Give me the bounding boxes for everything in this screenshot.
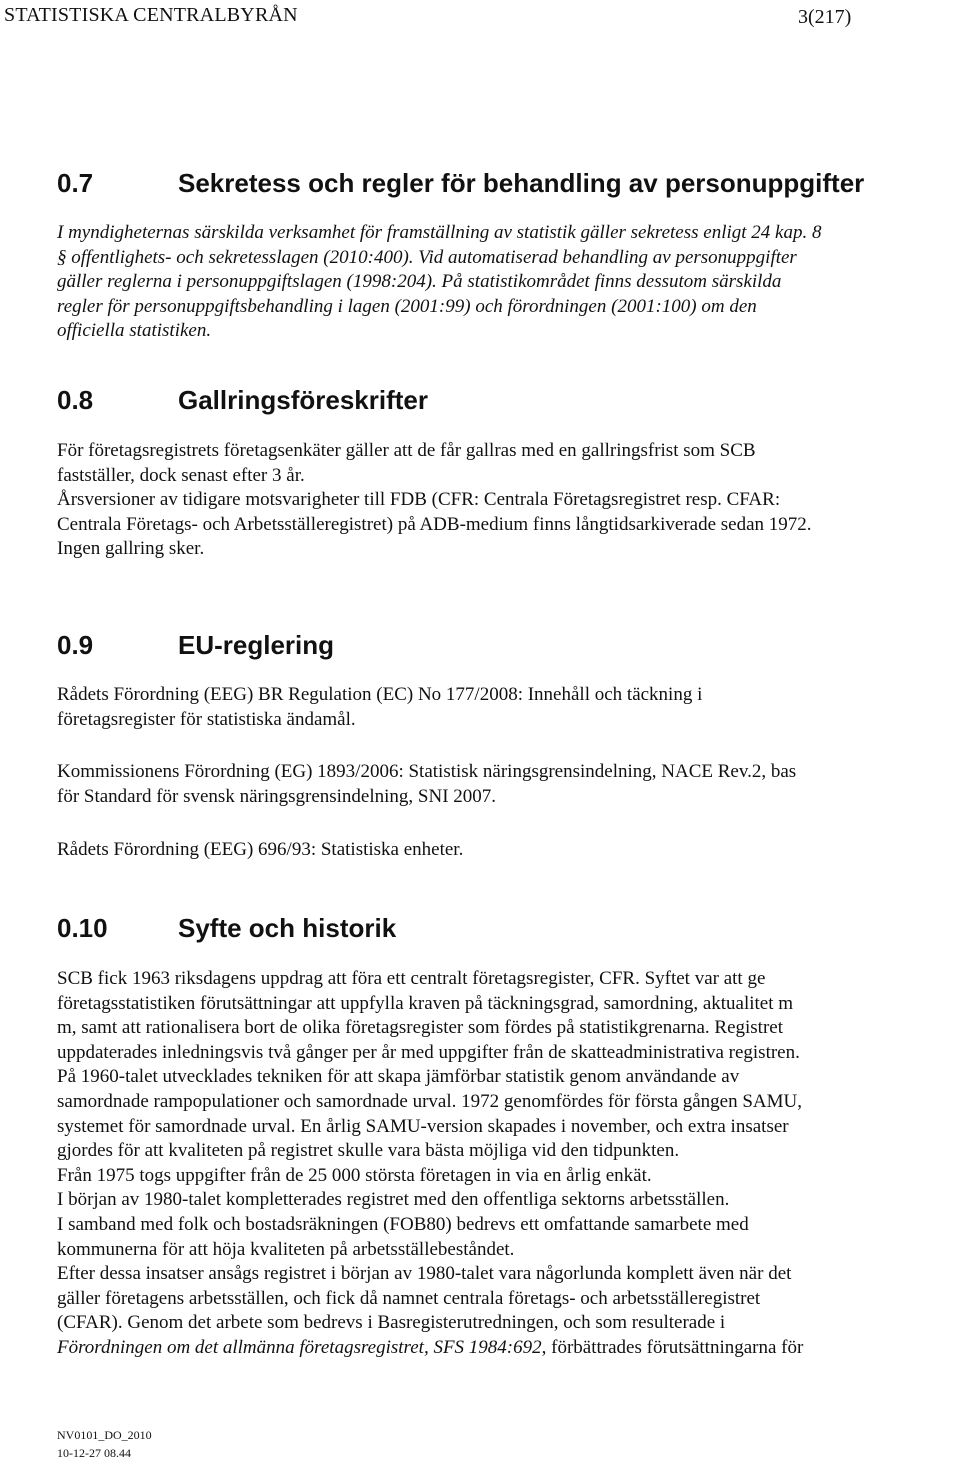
text-line: regler för personuppgiftsbehandling i lagen (2001:99) och förordningen (2001:100) om den [57,295,757,317]
text-line: SCB fick 1963 riksdagens uppdrag att föra ett centralt företagsregister, CFR. Syftet var att ge [57,968,766,989]
text-line: I myndigheternas särskilda verksamhet för framställning av statistik gäller sekretess enligt 24 kap. 8 [57,222,822,243]
text-line: företagsregister för statistiska ändamål. [57,708,356,730]
text-line: samordnade rampopulationer och samordnade urval. 1972 genomfördes för första gången SAMU, [57,1090,803,1112]
text-line: officiella statistiken. [57,320,212,342]
text-line: m, samt att rationalisera bort de olika företagsregister som fördes på statistikgrenarna. Registret [57,1017,783,1039]
text-line: uppdaterades inledningsvis två gånger per år med uppgifter från de skatteadministrativa registren. [57,1041,800,1063]
text-line: På 1960-talet utvecklades tekniken för att skapa jämförbar statistik genom användande av [57,1066,740,1088]
text-line: Rådets Förordning (EEG) BR Regulation (EC) No 177/2008: Innehåll och täckning i [57,684,703,705]
text-line: gjordes för att kvaliteten på registret skulle vara bästa möjliga vid den tidpunkten. [57,1140,680,1162]
text-line: Ingen gallring sker. [57,538,205,560]
section-title: EU-reglering [178,630,335,660]
section-title: Gallringsföreskrifter [178,385,428,415]
text-line: Årsversioner av tidigare motsvarigheter till FDB (CFR: Centrala Företagsregistret resp. CFAR: [57,489,781,511]
footer-timestamp: 10-12-27 08.44 [57,1446,131,1460]
text-line: Rådets Förordning (EEG) 696/93: Statistiska enheter. [57,839,464,860]
section-heading-0-9 [57,629,334,661]
section-body-0-8 [57,439,947,562]
text-line: systemet för samordnade urval. En årlig SAMU-version skapades i november, och extra insatser [57,1115,789,1137]
section-body-0-10 [57,967,947,1361]
statute-reference: Förordningen om det allmänna företagsregistret, SFS 1984:692 [57,1336,542,1358]
text-line: § offentlighets- och sekretesslagen (2010:400). Vid automatiserad behandling av personuppgifter [57,246,797,268]
section-number: 0.8 [57,385,94,415]
text-fragment: , förbättrades förutsättningarna för [541,1336,804,1358]
text-line: Från 1975 togs uppgifter från de 25 000 största företagen in via en årlig enkät. [57,1164,652,1186]
section-heading-0-8 [57,384,428,416]
section-body-0-9-p1 [57,683,947,732]
section-number: 0.7 [57,168,94,198]
text-line-last [57,1336,947,1361]
footer-doc-id: NV0101_DO_2010 [57,1428,152,1442]
text-line: gäller reglerna i personuppgiftslagen (1998:204). På statistikområdet finns dessutom särskilda [57,271,782,293]
section-number: 0.10 [57,913,108,943]
text-line: för Standard för svensk näringsgrensindelning, SNI 2007. [57,785,497,807]
section-body-0-9-p3 [57,838,947,863]
text-line: I början av 1980-talet kompletterades registret med den offentliga sektorns arbetsställen. [57,1189,730,1211]
text-line: (CFAR). Genom det arbete som bedrevs i Basregisterutredningen, och som resulterade i [57,1312,726,1334]
text-line: Centrala Företags- och Arbetsställeregistret) på ADB-medium finns långtidsarkiverade sedan 1972. [57,513,812,535]
header-page-number: 3(217) [798,6,852,28]
text-line: fastställer, dock senast efter 3 år. [57,464,305,486]
section-heading-0-7 [57,167,864,199]
section-body-0-9-p2 [57,760,947,809]
section-title: Syfte och historik [178,913,397,943]
header-org: STATISTISKA CENTRALBYRÅN [4,4,298,26]
section-body-0-7 [57,221,947,344]
section-number: 0.9 [57,630,94,660]
text-line: I samband med folk och bostadsräkningen (FOB80) bedrevs ett omfattande samarbete med [57,1213,749,1235]
section-title: Sekretess och regler för behandling av personuppgifter [178,168,865,198]
text-line: Efter dessa insatser ansågs registret i början av 1980-talet vara någorlunda komplett även när det [57,1263,792,1285]
text-line: företagsstatistiken förutsättningar att uppfylla kraven på täckningsgrad, samordning, aktualitet m [57,992,794,1014]
text-line: gäller företagens arbetsställen, och fick då namnet centrala företags- och arbetsställeregistret [57,1287,761,1309]
text-line: Kommissionens Förordning (EG) 1893/2006: Statistisk näringsgrensindelning, NACE Rev.2, bas [57,761,797,782]
section-heading-0-10 [57,912,396,944]
text-line: För företagsregistrets företagsenkäter gäller att de får gallras med en gallringsfrist som SCB [57,440,756,461]
text-line: kommunerna för att höja kvaliteten på arbetsställebeståndet. [57,1238,515,1260]
